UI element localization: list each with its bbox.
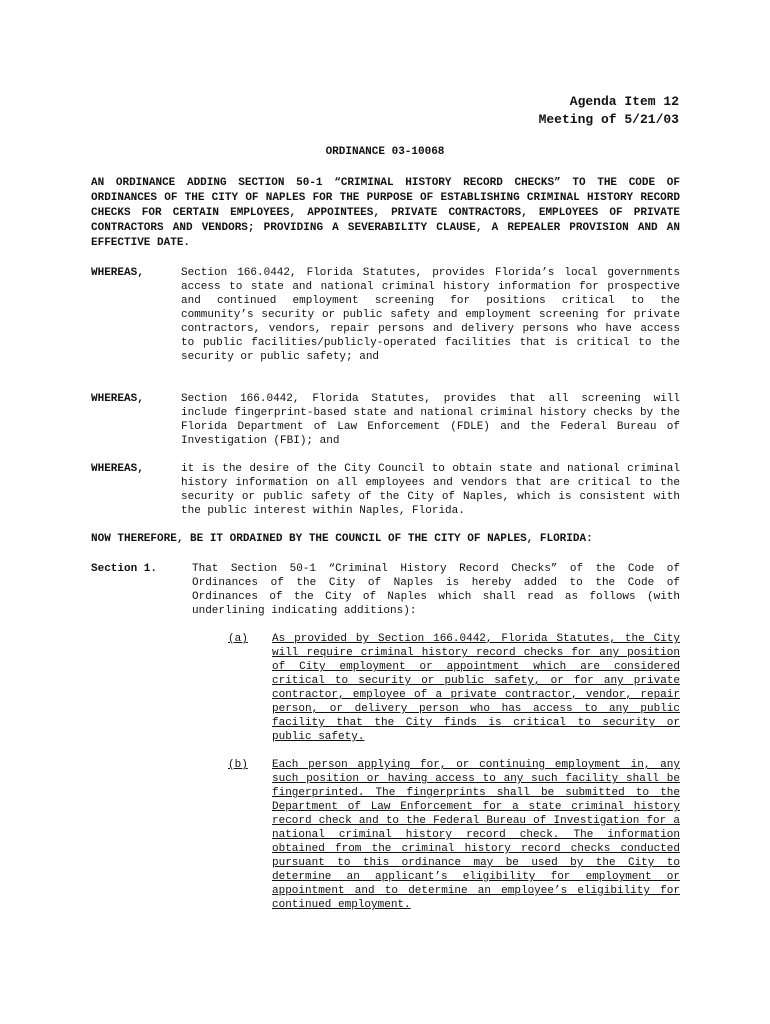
ordinance-title: AN ORDINANCE ADDING SECTION 50-1 “CRIMINAL HISTORY RECORD CHECKS” TO THE CODE OF ORDINANCES OF THE CITY OF NAPLES FOR THE PURPOSE OF ESTABLISHING CRIMINAL HISTORY RECORD CHECKS FOR CERTAIN EMPLOYEES, APPOINTEES, PRIVATE CONTRACTORS, EMPLOYEES OF PRIVATE CONTRACTORS AND VENDORS; PROVIDING A SEVERABILITY CLAUSE, A REPEALER PROVISION AND AN EFFECTIVE DATE. — [91, 177, 680, 249]
subsection-text: As provided by Section 166.0442, Florida Statutes, the City will require criminal history record checks for any position of City employment or appointment which are considered critical to security or public safety, or for any private contractor, employee of a private contractor, vendor, repair person, or delivery person who has access to any public facility that the City finds is critical to security or public safety. — [272, 633, 680, 743]
whereas-label: WHEREAS, — [91, 463, 144, 475]
meeting-date: Meeting of 5/21/03 — [538, 112, 679, 127]
whereas-clause-3 — [91, 462, 680, 518]
enacting-clause: NOW THEREFORE, BE IT ORDAINED BY THE COUNCIL OF THE CITY OF NAPLES, FLORIDA: — [91, 533, 593, 545]
whereas-clause-1 — [91, 266, 680, 364]
subsection-text: Each person applying for, or continuing employment in, any such position or having access to any such facility shall be fingerprinted. The fingerprints shall be submitted to the Department of Law Enforcement for a state criminal history record check and to the Federal Bureau of Investigation for a national criminal history record check. The information obtained from the criminal history record checks conducted pursuant to this ordinance may be used by the City to determine an applicant’s eligibility for employment or appointment and to determine an employee’s eligibility for continued employment. — [272, 759, 680, 911]
whereas-text: it is the desire of the City Council to obtain state and national criminal history information on all employees and vendors that are critical to the security or public safety of the City of Naples, which is consistent with the public interest within Naples, Florida. — [181, 463, 680, 517]
agenda-header — [539, 93, 679, 129]
subsection-a — [228, 632, 680, 744]
whereas-label: WHEREAS, — [91, 393, 144, 405]
subsection-label: (b) — [228, 759, 248, 771]
section-label: Section 1. — [91, 563, 158, 575]
subsection-b — [228, 758, 680, 912]
section-text: That Section 50-1 “Criminal History Record Checks” of the Code of Ordinances of the City of Naples is hereby added to the Code of Ordinances of the City of Naples which shall read as follows (with underlining indicating additions): — [192, 563, 680, 617]
whereas-text: Section 166.0442, Florida Statutes, provides that all screening will include fingerprint-based state and national criminal history checks by the Florida Department of Law Enforcement (FDLE) and the Federal Bureau of Investigation (FBI); and — [181, 393, 680, 447]
whereas-label: WHEREAS, — [91, 267, 144, 279]
agenda-item: Agenda Item 12 — [569, 94, 679, 109]
subsection-label: (a) — [228, 633, 248, 645]
whereas-clause-2 — [91, 392, 680, 448]
section-1 — [91, 562, 680, 618]
whereas-text: Section 166.0442, Florida Statutes, provides Florida’s local governments access to state and national criminal history information for prospective and continued employment screening for positions critical to the community’s security or public safety and employment screening for private contractors, vendors, repair persons and delivery persons who have access to public facilities/publicly-operated facilities that is critical to the security or public safety; and — [181, 267, 680, 363]
ordinance-number: ORDINANCE 03-10068 — [325, 146, 445, 158]
